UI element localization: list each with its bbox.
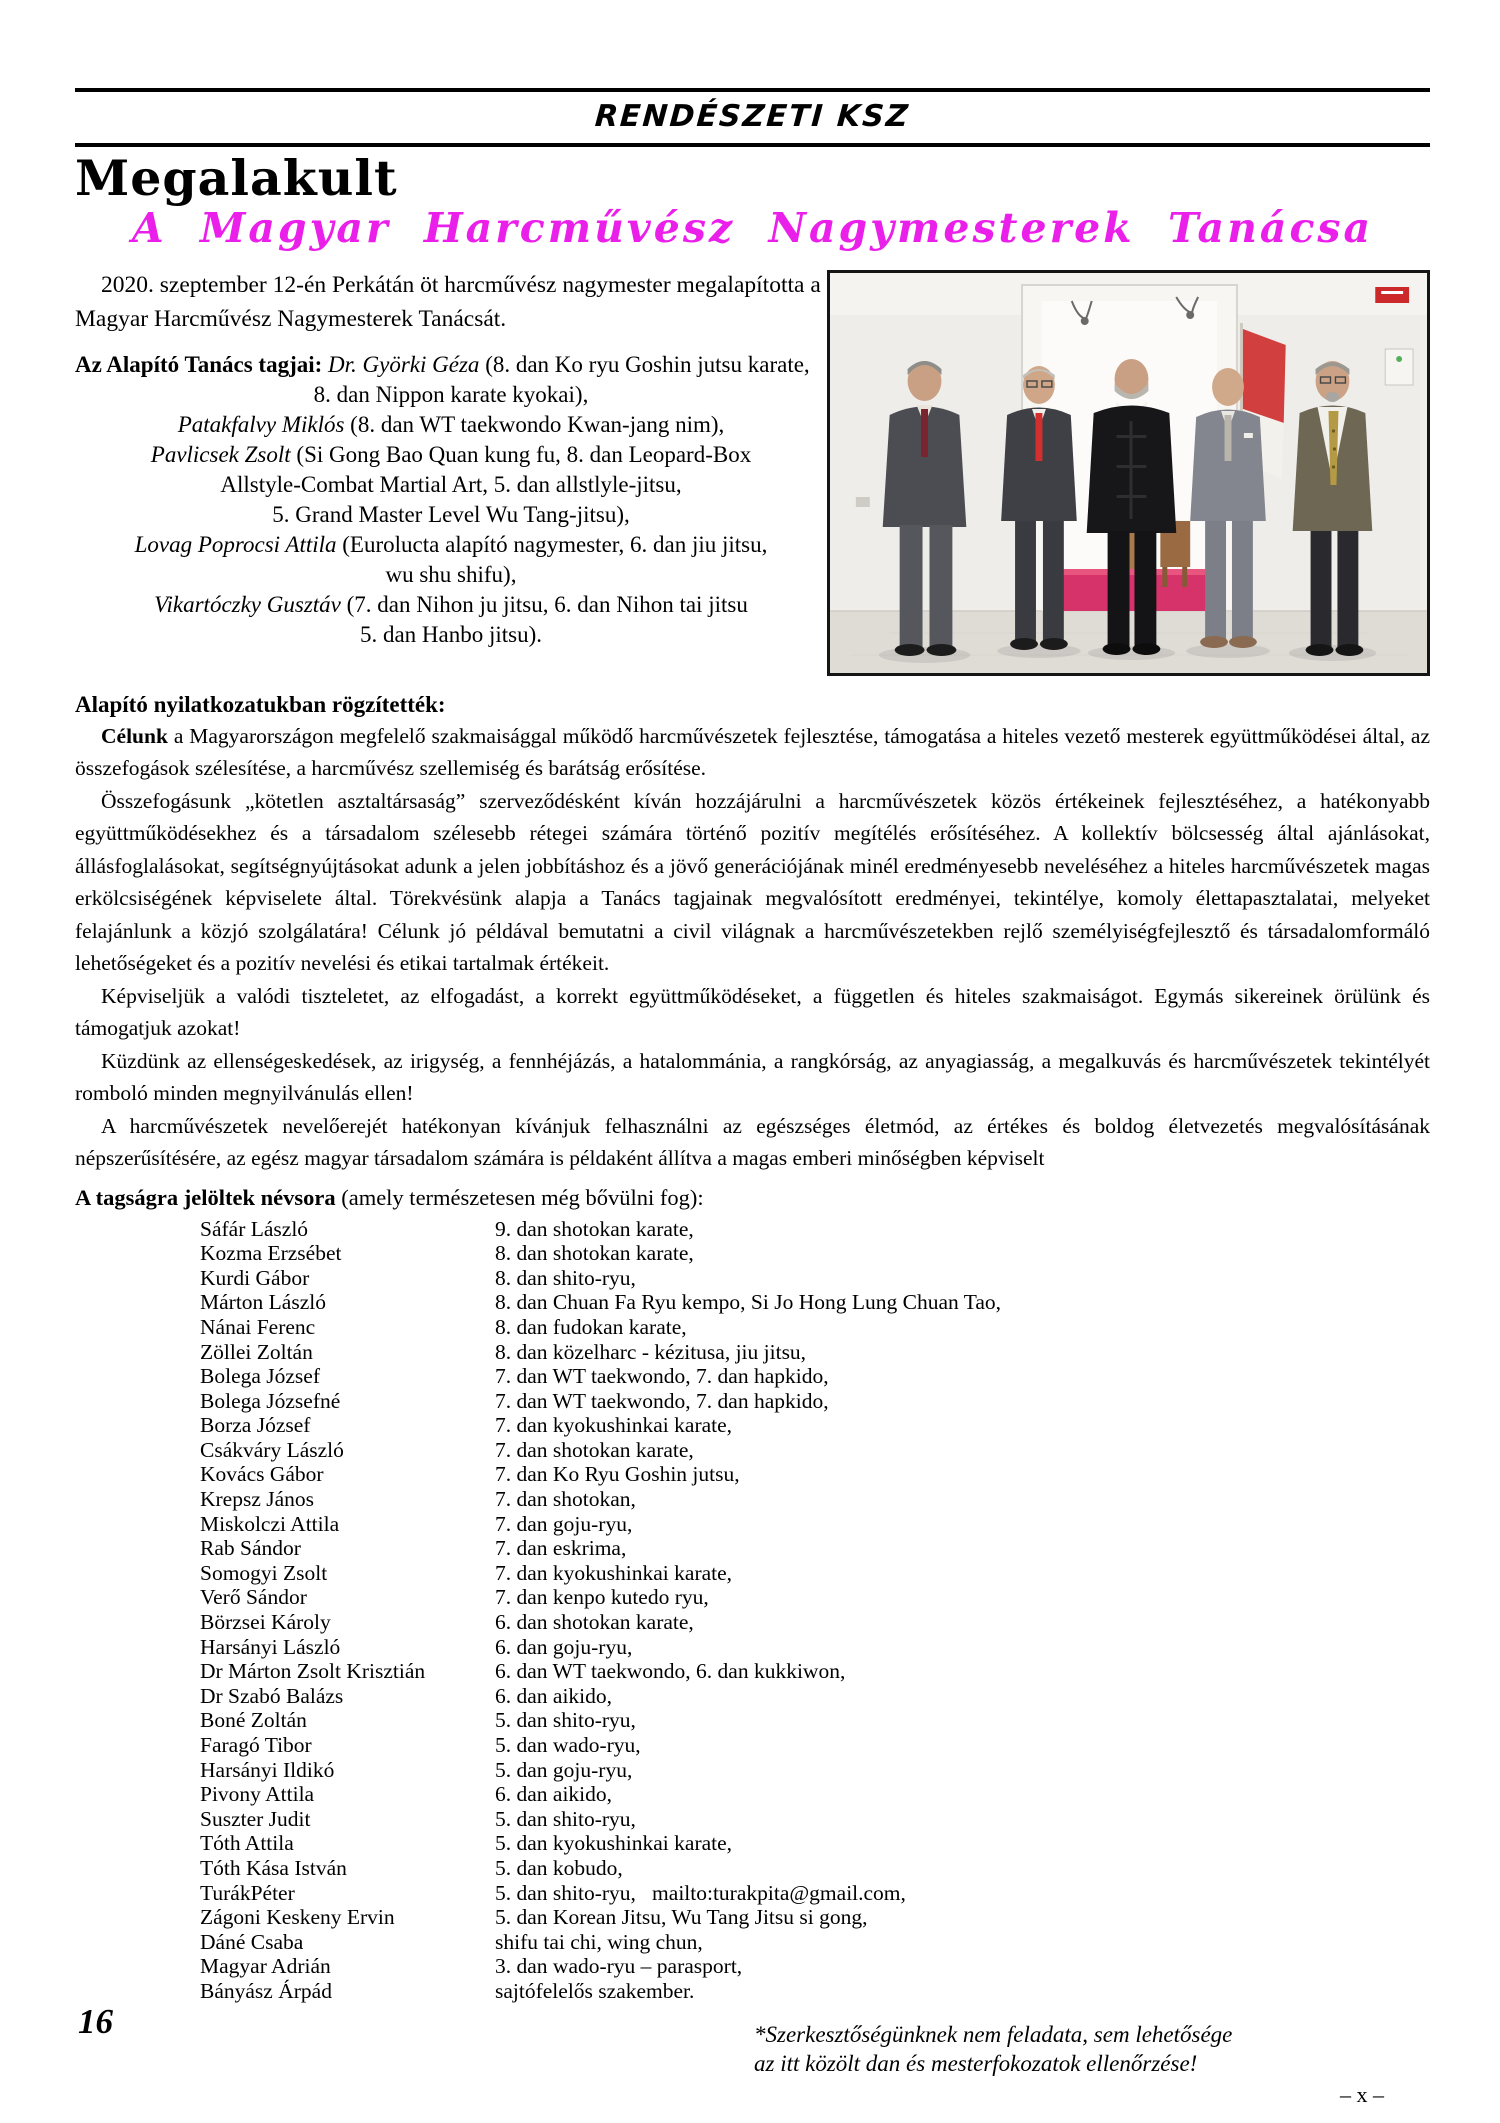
wall-outlet	[856, 497, 870, 507]
member-row	[200, 1389, 1430, 1414]
founder-rank-text: (8. dan WT taekwondo Kwan-jang nim),	[344, 411, 725, 437]
article-lead-section	[75, 262, 1430, 676]
member-row	[200, 1659, 1430, 1684]
member-name: Krepsz János	[200, 1487, 315, 1512]
member-row	[200, 1561, 1430, 1586]
founder-line	[75, 380, 827, 410]
editorial-footnote	[754, 2020, 1394, 2109]
member-row	[200, 1438, 1430, 1463]
member-rank: 8. dan shito-ryu,	[495, 1265, 636, 1290]
member-row	[200, 1315, 1430, 1340]
intro-paragraph: 2020. szeptember 12-én Perkátán öt harcművész nagymester megalapította a Magyar Harcművész Nagymesterek Tanácsát.	[75, 271, 821, 332]
member-rank: 9. dan shotokan karate,	[495, 1216, 694, 1241]
member-row	[200, 1979, 1430, 2004]
declaration-paragraph	[75, 1110, 1430, 1175]
founder-line	[75, 470, 827, 500]
member-name: Miskolczi Attila	[200, 1511, 340, 1536]
article-title: Megalakult	[75, 149, 398, 207]
member-rank: 7. dan kenpo kutedo ryu,	[495, 1585, 709, 1610]
member-name: Nánai Ferenc	[200, 1314, 316, 1339]
member-row	[200, 1512, 1430, 1537]
member-name: Kozma Erzsébet	[200, 1241, 342, 1266]
member-rank: 3. dan wado-ryu – parasport,	[495, 1954, 743, 1979]
founder-name: Vikartóczky Gusztáv	[154, 591, 341, 617]
paragraph-text: A harcművészetek nevelőerejét hatékonyan kívánjuk felhasználni az egészséges életmód, az értékes és boldog életvezetés megvalósításának népszerűsítésére, az egész magyar társadalom számára is példaként állítva a magas emberi minőségben képviselt	[75, 1113, 1430, 1171]
member-name: Pivony Attila	[200, 1782, 315, 1807]
founder-rank-text: (8. dan Ko ryu Goshin jutsu karate,	[479, 351, 810, 377]
article-subtitle: A Magyar Harcművész Nagymesterek Tanácsa	[131, 204, 1374, 253]
paragraph-lead: Célunk	[101, 723, 168, 748]
member-row	[200, 1930, 1430, 1955]
wall-box	[1385, 349, 1413, 385]
member-rank: 7. dan Ko Ryu Goshin jutsu,	[495, 1462, 740, 1487]
member-rank: 7. dan WT taekwondo, 7. dan hapkido,	[495, 1388, 829, 1413]
member-name: Magyar Adrián	[200, 1954, 331, 1979]
member-row	[200, 1266, 1430, 1291]
member-name: Harsányi László	[200, 1634, 341, 1659]
member-name: Csákváry László	[200, 1437, 344, 1462]
member-rank: 7. dan eskrima,	[495, 1536, 627, 1561]
member-name: Börzsei Károly	[200, 1610, 331, 1635]
red-sign	[1375, 287, 1409, 303]
member-name: Kurdi Gábor	[200, 1265, 310, 1290]
member-name: Suszter Judit	[200, 1806, 311, 1831]
members-heading-rest: (amely természetesen még bővülni fog):	[335, 1184, 704, 1210]
declaration-paragraph	[75, 980, 1430, 1045]
member-row	[200, 1881, 1430, 1906]
founder-label: Az Alapító Tanács tagjai:	[75, 351, 329, 377]
member-row	[200, 1782, 1430, 1807]
member-rank: 7. dan goju-ryu,	[495, 1511, 633, 1536]
member-name: Dáné Csaba	[200, 1929, 304, 1954]
member-rank: 7. dan kyokushinkai karate,	[495, 1560, 733, 1585]
member-row	[200, 1241, 1430, 1266]
member-name: Dr Szabó Balázs	[200, 1683, 344, 1708]
member-name: Márton László	[200, 1290, 326, 1315]
founders-photo-graphic	[830, 273, 1427, 673]
member-rank: 6. dan aikido,	[495, 1782, 613, 1807]
founder-line	[75, 410, 827, 440]
founders-list	[75, 350, 827, 650]
member-rank: 6. dan goju-ryu,	[495, 1634, 633, 1659]
member-row	[200, 1684, 1430, 1709]
founder-line	[75, 500, 827, 530]
member-name: Somogyi Zsolt	[200, 1560, 328, 1585]
member-rank: 5. dan kobudo,	[495, 1855, 623, 1880]
member-name: Bolega Józsefné	[200, 1388, 341, 1413]
member-row	[200, 1413, 1430, 1438]
member-rank: 7. dan WT taekwondo, 7. dan hapkido,	[495, 1364, 829, 1389]
member-row	[200, 1487, 1430, 1512]
member-rank: 8. dan közelharc - kézitusa, jiu jitsu,	[495, 1339, 807, 1364]
member-row	[200, 1340, 1430, 1365]
declaration-paragraph	[75, 720, 1430, 785]
paragraph-text: a Magyarországon megfelelő szakmaisággal működő harcművészetek fejlesztése, támogatása a hiteles vezető mesterek együttműködései által, az összefogások szélesítése, a harcművész szellemiség és barátság erősítése.	[75, 723, 1430, 781]
founder-rank-text: (Si Gong Bao Quan kung fu, 8. dan Leopard-Box	[290, 441, 752, 467]
member-row	[200, 1610, 1430, 1635]
member-rank: 5. dan kyokushinkai karate,	[495, 1831, 733, 1856]
founder-line	[75, 560, 827, 590]
member-row	[200, 1217, 1430, 1242]
founder-name: Lovag Poprocsi Attila	[134, 531, 337, 557]
member-rank: 6. dan WT taekwondo, 6. dan kukkiwon,	[495, 1659, 846, 1684]
member-row	[200, 1905, 1430, 1930]
member-name: Faragó Tibor	[200, 1733, 312, 1757]
member-rank: 5. dan Korean Jitsu, Wu Tang Jitsu si gong,	[495, 1905, 868, 1930]
member-name: Dr Márton Zsolt Krisztián	[200, 1659, 426, 1684]
member-rank: 7. dan kyokushinkai karate,	[495, 1413, 733, 1438]
member-row	[200, 1856, 1430, 1881]
member-rank: 8. dan Chuan Fa Ryu kempo, Si Jo Hong Lung Chuan Tao,	[495, 1290, 1002, 1315]
member-name: Zöllei Zoltán	[200, 1339, 313, 1364]
founder-line	[75, 530, 827, 560]
founders-photo	[827, 270, 1430, 676]
member-rank: 8. dan fudokan karate,	[495, 1314, 687, 1339]
founder-line	[75, 350, 827, 380]
member-name: Borza József	[200, 1413, 311, 1438]
members-heading-bold: A tagságra jelöltek névsora	[75, 1184, 336, 1210]
founder-rank-text: (7. dan Nihon ju jitsu, 6. dan Nihon tai jitsu	[340, 591, 748, 617]
member-row	[200, 1733, 1430, 1758]
founder-rank-text: 5. Grand Master Level Wu Tang-jitsu),	[272, 501, 630, 527]
member-rank: 7. dan shotokan karate,	[495, 1437, 694, 1462]
member-rank: 5. dan wado-ryu,	[495, 1733, 641, 1757]
declaration-heading: Alapító nyilatkozatukban rögzítették:	[75, 691, 446, 717]
member-name: Bolega József	[200, 1364, 321, 1389]
masthead	[75, 92, 1430, 143]
declaration-paragraph	[75, 785, 1430, 980]
founder-line	[75, 440, 827, 470]
declaration-paragraphs	[75, 720, 1430, 1175]
member-row	[200, 1831, 1430, 1856]
page-number: 16	[78, 2002, 113, 2041]
member-rank: 5. dan shito-ryu,	[495, 1708, 636, 1733]
footnote-end-mark: – x –	[1340, 2081, 1384, 2107]
founder-line	[75, 620, 827, 650]
founder-rank-text: Allstyle-Combat Martial Art, 5. dan allstlyle-jitsu,	[220, 471, 682, 497]
member-name: Boné Zoltán	[200, 1708, 307, 1733]
member-rank: 7. dan shotokan,	[495, 1487, 636, 1512]
founder-name: Pavlicsek Zsolt	[150, 441, 291, 467]
member-row	[200, 1635, 1430, 1660]
member-row	[200, 1536, 1430, 1561]
member-row	[200, 1462, 1430, 1487]
member-name: Zágoni Keskeny Ervin	[200, 1905, 395, 1930]
member-row	[200, 1954, 1430, 1979]
members-heading	[75, 1185, 1430, 1211]
member-name: Tóth Attila	[200, 1831, 294, 1856]
member-name: Kovács Gábor	[200, 1462, 324, 1487]
founder-rank-text: 5. dan Hanbo jitsu).	[359, 621, 543, 647]
founder-line	[75, 590, 827, 620]
member-name: Sáfár László	[200, 1216, 309, 1241]
founder-name: Patakfalvy Miklós	[177, 411, 345, 437]
member-row	[200, 1290, 1430, 1315]
member-row	[200, 1758, 1430, 1783]
founder-name: Dr. Györki Géza	[328, 351, 480, 377]
member-name: Bányász Árpád	[200, 1978, 332, 2003]
header-rule-bottom	[75, 143, 1430, 147]
member-name: Harsányi Ildikó	[200, 1757, 335, 1782]
footnote-line-2: az itt közölt dan és mesterfokozatok ellenőrzése!	[754, 2050, 1198, 2076]
paragraph-text: Összefogásunk „kötetlen asztaltársaság” szerveződésként kíván hozzájárulni a harcművészetek közös értékeinek fejlesztéséhez, a hatékonyabb együttműködésekhez és a társadalom szélesebb rétegei számára történő pozitív megítélés erősítéséhez. A kollektív bölcsesség által ajánlásokat, állásfoglalásokat, segítségnyújtásokat adunk a jelen jobbításhoz és a jövő generációjának minél eredményesebb neveléséhez a hiteles harcművészetek magas erkölcsiségének képviselete által. Törekvésünk alapja a Tanács tagjainak megvalósított eredményei, tekintélye, komoly élettapasztalatai, melyeket felajánlunk a közjó szolgálatára! Célunk jó példával bemutatni a civil világnak a harcművészetekben rejlő személyiségfejlesztő és társadalomformáló lehetőségeket és a pozitív nevelési és etikai tartalmak értékeit.	[75, 788, 1430, 976]
members-list	[200, 1217, 1430, 2004]
member-rank: 6. dan shotokan karate,	[495, 1610, 694, 1635]
footnote-line-1: *Szerkesztőségünknek nem feladata, sem lehetősége	[754, 2021, 1233, 2047]
member-row	[200, 1585, 1430, 1610]
member-rank: 6. dan aikido,	[495, 1683, 613, 1708]
lead-text-column	[75, 262, 827, 650]
member-rank: 8. dan shotokan karate,	[495, 1241, 694, 1266]
member-rank: 5. dan shito-ryu, mailto:turakpita@gmail.com,	[495, 1880, 906, 1905]
member-rank: 5. dan shito-ryu,	[495, 1806, 636, 1831]
member-name: TurákPéter	[200, 1880, 295, 1905]
declaration-paragraph	[75, 1045, 1430, 1110]
member-rank: shifu tai chi, wing chun,	[495, 1929, 703, 1954]
founder-rank-text: wu shu shifu),	[385, 561, 517, 587]
founder-rank-text: (Eurolucta alapító nagymester, 6. dan jiu jitsu,	[336, 531, 768, 557]
paragraph-text: Képviseljük a valódi tiszteletet, az elfogadást, a korrekt együttműködéseket, a független és hiteles szakmaiságot. Egymás sikereinek örülünk és támogatjuk azokat!	[75, 983, 1430, 1041]
member-row	[200, 1708, 1430, 1733]
page-header-title: RENDÉSZETI KSZ	[593, 99, 912, 134]
member-name: Rab Sándor	[200, 1536, 301, 1561]
member-row	[200, 1364, 1430, 1389]
member-name: Tóth Kása István	[200, 1855, 347, 1880]
member-rank: sajtófelelős szakember.	[495, 1978, 695, 2003]
founder-rank-text: 8. dan Nippon karate kyokai),	[313, 381, 589, 407]
paragraph-text: Küzdünk az ellenségeskedések, az irigység, a fennhéjázás, a hatalommánia, a rangkórság, az anyagiasság, a megalkuvás és harcművészetek tekintélyét romboló minden megnyilvánulás ellen!	[75, 1048, 1430, 1106]
member-name: Verő Sándor	[200, 1585, 307, 1610]
member-rank: 5. dan goju-ryu,	[495, 1757, 633, 1782]
member-row	[200, 1807, 1430, 1832]
